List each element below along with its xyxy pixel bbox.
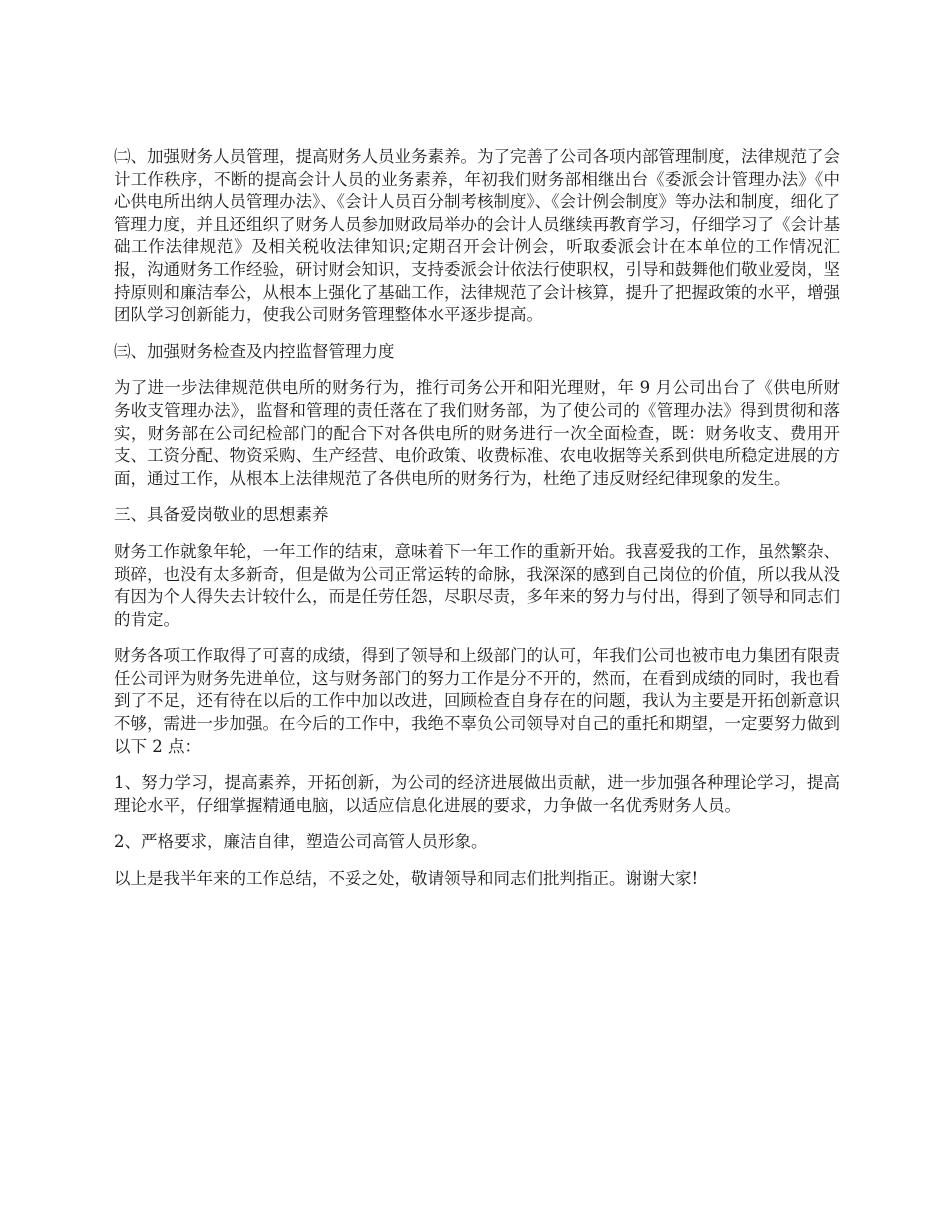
document-body	[114, 146, 840, 905]
paragraph-finance-inspection: 为了进一步法律规范供电所的财务行为，推行司务公开和阳光理财，年 9 月公司出台了《供电所财务收支管理办法》，监督和管理的责任落在了我们财务部，为了使公司的《管理办法》得到贯彻和落实，财务部在公司纪检部门的配合下对各供电所的财务进行一次全面检查，既：财务收支、费用开支、工资分配、物资采购、生产经营、电价政策、收费标准、农电收据等关系到供电所稳定进展的方面，通过工作，从根本上法律规范了各供电所的财务行为，杜绝了违反财经纪律现象的发生。	[114, 378, 840, 488]
paragraph-closing: 以上是我半年来的工作总结，不妥之处，敬请领导和同志们批判指正。谢谢大家!	[114, 869, 699, 889]
heading-dedication: 三、具备爱岗敬业的思想素养	[114, 505, 329, 525]
heading-finance-inspection: ㈢、加强财务检查及内控监督管理力度	[114, 341, 395, 361]
paragraph-achievements: 财务各项工作取得了可喜的成绩，得到了领导和上级部门的认可，年我们公司也被市电力集团有限责任公司评为财务先进单位，这与财务部门的努力工作是分不开的，然而，在看到成绩的同时，我也看到了不足，还有待在以后的工作中加以改进，回顾检查自身存在的问题，我认为主要是开拓创新意识不够，需进一步加强。在今后的工作中，我绝不辜负公司领导对自己的重托和期望，一定要努力做到以下 2 点：	[114, 646, 840, 756]
paragraph-finance-staff-management: ㈡、加强财务人员管理，提高财务人员业务素养。为了完善了公司各项内部管理制度，法律规范了会计工作秩序，不断的提高会计人员的业务素养，年初我们财务部相继出台《委派会计管理办法》《中心供电所出纳人员管理办法》、《会计人员百分制考核制度》、《会计例会制度》等办法和制度，细化了管理力度，并且还组织了财务人员参加财政局举办的会计人员继续再教育学习，仔细学习了《会计基础工作法律规范》及相关税收法律知识;定期召开会计例会，听取委派会计在本单位的工作情况汇报，沟通财务工作经验，研讨财会知识，支持委派会计依法行使职权，引导和鼓舞他们敬业爱岗，坚持原则和廉洁奉公，从根本上强化了基础工作，法律规范了会计核算，提升了把握政策的水平，增强团队学习创新能力，使我公司财务管理整体水平逐步提高。	[114, 147, 840, 325]
list-item-discipline: 2、严格要求，廉洁自律，塑造公司高管人员形象。	[114, 832, 488, 852]
paragraph-dedication: 财务工作就象年轮，一年工作的结束，意味着下一年工作的重新开始。我喜爱我的工作，虽然繁杂、琐碎，也没有太多新奇，但是做为公司正常运转的命脉，我深深的感到自己岗位的价值，所以我从没有因为个人得失去计较什么，而是任劳任怨，尽职尽责，多年来的努力与付出，得到了领导和同志们的肯定。	[114, 541, 840, 629]
list-item-study: 1、努力学习，提高素养，开拓创新，为公司的经济进展做出贡献，进一步加强各种理论学习，提高理论水平，仔细掌握精通电脑，以适应信息化进展的要求，力争做一名优秀财务人员。	[114, 773, 840, 815]
